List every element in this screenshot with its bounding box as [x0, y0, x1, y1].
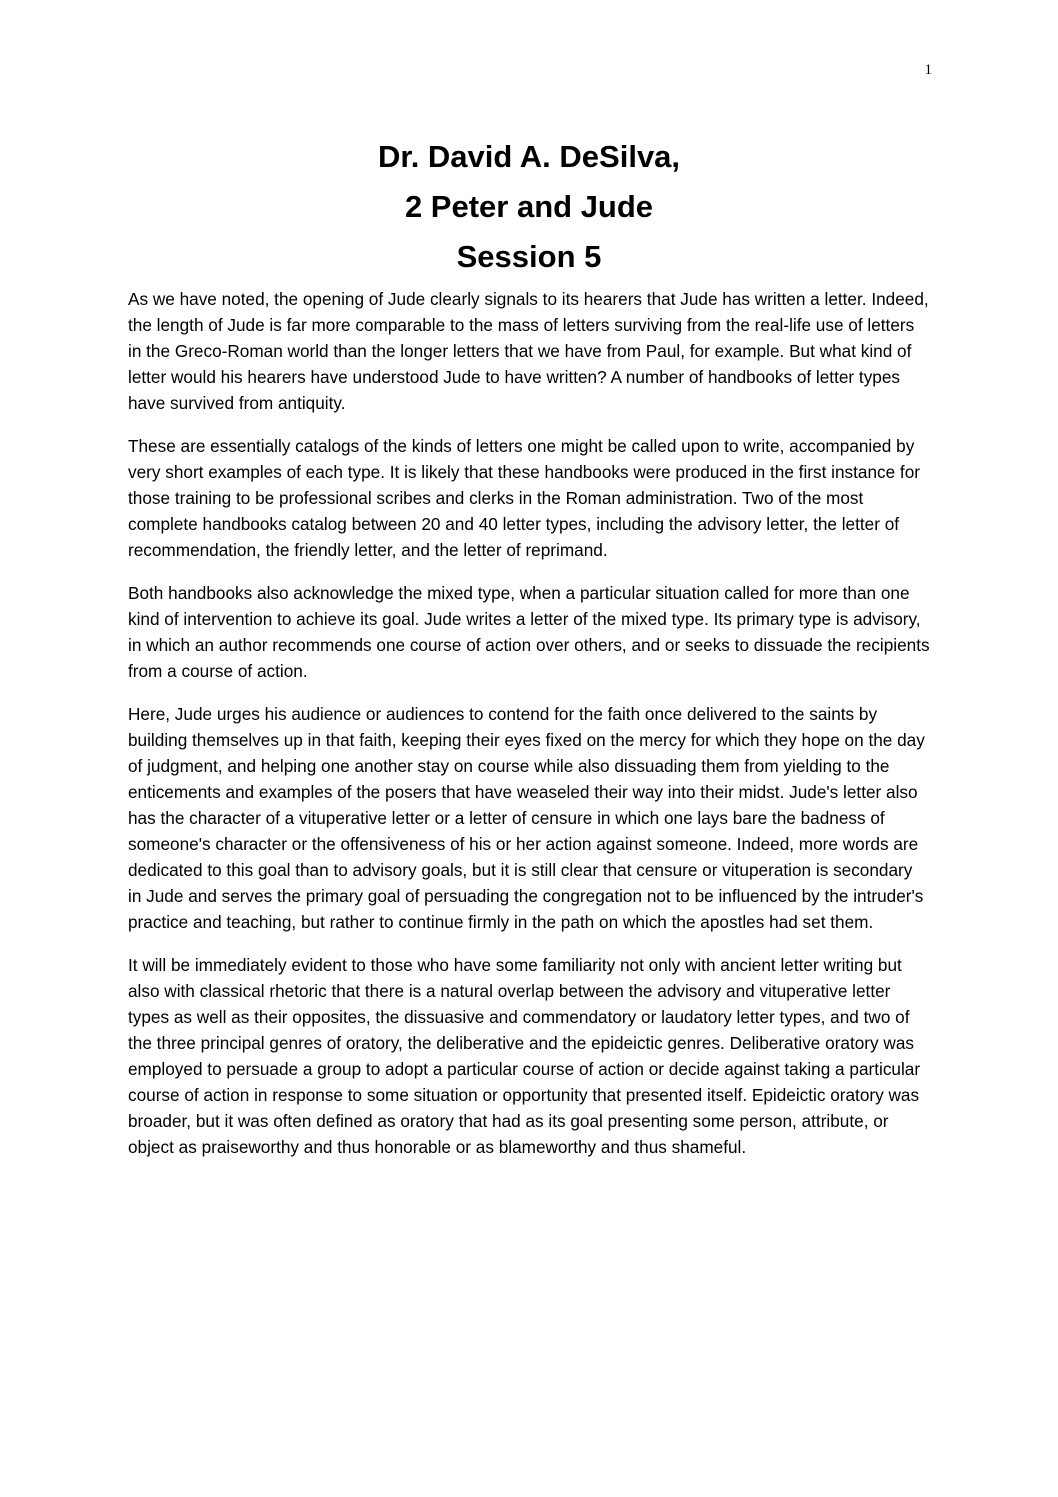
paragraph-3: Both handbooks also acknowledge the mixed type, when a particular situation called for more than one kind of intervention to achieve its goal. Jude writes a letter of the mixed type. Its primary type is advisory, in which an author recommends one course of action over others, and or seeks to dissuade the recipients from a course of action. — [128, 583, 930, 681]
paragraph-1: As we have noted, the opening of Jude clearly signals to its hearers that Jude has written a letter. Indeed, the length of Jude is far more comparable to the mass of letters surviving from the real-life use of letters in the Greco-Roman world than the longer letters that we have from Paul, for example. But what kind of letter would his hearers have understood Jude to have written? A number of handbooks of letter types have survived from antiquity. — [128, 289, 929, 413]
page-number: 1 — [924, 62, 932, 78]
document-title — [0, 132, 1058, 282]
paragraph-4: Here, Jude urges his audience or audiences to contend for the faith once delivered to the saints by building themselves up in that faith, keeping their eyes fixed on the mercy for which they hope on the day of judgment, and helping one another stay on course while also dissuading them from yielding to the enticements and examples of the posers that have weaseled their way into their midst. Jude's letter also has the character of a vituperative letter or a letter of censure in which one lays bare the badness of someone's character or the offensiveness of his or her action against someone. Indeed, more words are dedicated to this goal than to advisory goals, but it is still clear that censure or vituperation is secondary in Jude and serves the primary goal of persuading the congregation not to be influenced by the intruder's practice and teaching, but rather to continue firmly in the path on which the apostles had set them. — [128, 704, 925, 932]
body-text — [128, 286, 930, 1177]
title-author: Dr. David A. DeSilva, — [377, 139, 681, 174]
paragraph-2: These are essentially catalogs of the kinds of letters one might be called upon to write, accompanied by very short examples of each type. It is likely that these handbooks were produced in the first instance for those training to be professional scribes and clerks in the Roman administration. Two of the most complete handbooks catalog between 20 and 40 letter types, including the advisory letter, the letter of recommendation, the friendly letter, and the letter of reprimand. — [128, 436, 920, 560]
paragraph-5: It will be immediately evident to those who have some familiarity not only with ancient letter writing but also with classical rhetoric that there is a natural overlap between the advisory and vituperative letter types as well as their opposites, the dissuasive and commendatory or laudatory letter types, and two of the three principal genres of oratory, the deliberative and the epideictic genres. Deliberative oratory was employed to persuade a group to adopt a particular course of action or decide against taking a particular course of action in response to some situation or opportunity that presented itself. Epideictic oratory was broader, but it was often defined as oratory that had as its goal presenting some person, attribute, or object as praiseworthy and thus honorable or as blameworthy and thus shameful. — [128, 955, 921, 1157]
title-session: Session 5 — [456, 239, 602, 274]
title-course: 2 Peter and Jude — [404, 189, 654, 224]
